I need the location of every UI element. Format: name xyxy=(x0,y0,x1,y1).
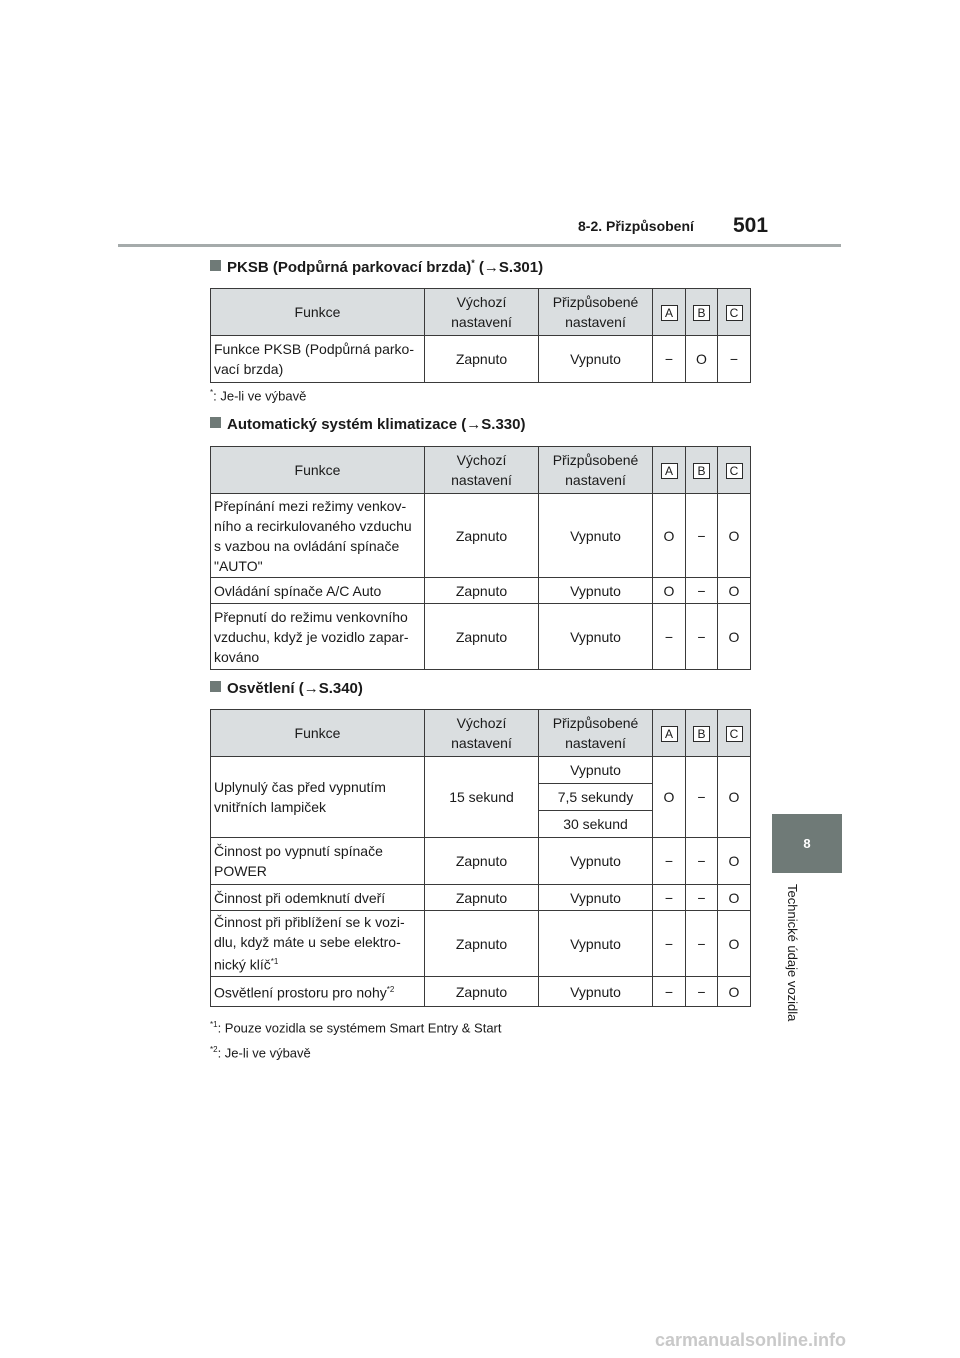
a-cell: O xyxy=(653,757,686,838)
table-row xyxy=(211,578,751,604)
c-cell: O xyxy=(718,578,751,604)
default-cell: Zapnuto xyxy=(425,977,539,1007)
column-header-c: C xyxy=(718,447,751,494)
climate-settings-table xyxy=(210,446,751,670)
chapter-title: Technické údaje vozidla xyxy=(785,884,800,1022)
column-header-custom: Přizpůsobené nastavení xyxy=(539,710,653,757)
c-cell: O xyxy=(718,757,751,838)
table-header-row xyxy=(211,447,751,494)
table-row xyxy=(211,757,751,784)
function-cell: Přepnutí do režimu venkovního vzduchu, když je vozidlo zapar- kováno xyxy=(211,604,425,670)
b-cell: − xyxy=(686,838,718,885)
function-cell: Činnost při odemknutí dveří xyxy=(211,885,425,911)
table-row xyxy=(211,494,751,578)
a-cell: − xyxy=(653,838,686,885)
column-header-function: Funkce xyxy=(211,710,425,757)
a-cell: − xyxy=(653,885,686,911)
watermark-text: carmanualsonline.info xyxy=(655,1330,847,1350)
function-cell: Funkce PKSB (Podpůrná parko- vací brzda) xyxy=(211,336,425,383)
header-rule xyxy=(118,244,841,247)
c-cell: O xyxy=(718,838,751,885)
custom-cell: Vypnuto xyxy=(539,911,653,977)
a-cell: − xyxy=(653,911,686,977)
b-cell: − xyxy=(686,911,718,977)
table-row xyxy=(211,885,751,911)
default-cell: Zapnuto xyxy=(425,885,539,911)
a-cell: − xyxy=(653,336,686,383)
c-cell: − xyxy=(718,336,751,383)
default-cell: 15 sekund xyxy=(425,757,539,838)
column-header-default: Výchozí nastavení xyxy=(425,710,539,757)
function-cell: Osvětlení prostoru pro nohy$^{*2}$ xyxy=(211,977,425,1007)
column-header-function: Funkce xyxy=(211,447,425,494)
c-cell: O xyxy=(718,604,751,670)
b-cell: − xyxy=(686,604,718,670)
table-header-row xyxy=(211,289,751,336)
custom-cell: Vypnuto xyxy=(539,885,653,911)
column-header-c: C xyxy=(718,289,751,336)
custom-cell: Vypnuto xyxy=(539,977,653,1007)
c-cell: O xyxy=(718,911,751,977)
column-header-function: Funkce xyxy=(211,289,425,336)
b-cell: − xyxy=(686,977,718,1007)
chapter-number: 8 xyxy=(803,836,811,851)
page-reference-link[interactable]: (→S.330) xyxy=(461,416,526,433)
a-cell: − xyxy=(653,977,686,1007)
footnote: $^{*1}$: Pouze vozidla se systémem Smart Entry & Start xyxy=(210,1020,502,1036)
function-cell: Činnost po vypnutí spínače POWER xyxy=(211,838,425,885)
column-header-b: B xyxy=(686,289,718,336)
table-row xyxy=(211,604,751,670)
default-cell: Zapnuto xyxy=(425,578,539,604)
column-header-default: Výchozí nastavení xyxy=(425,447,539,494)
default-cell: Zapnuto xyxy=(425,838,539,885)
b-cell: − xyxy=(686,494,718,578)
custom-cell: Vypnuto xyxy=(539,604,653,670)
custom-option-cell: 7,5 sekundy xyxy=(539,784,653,811)
custom-cell: Vypnuto xyxy=(539,838,653,885)
function-cell: Uplynulý čas před vypnutím vnitřních lampiček xyxy=(211,757,425,838)
table-row xyxy=(211,336,751,383)
column-header-b: B xyxy=(686,710,718,757)
column-header-custom: Přizpůsobené nastavení xyxy=(539,447,653,494)
column-header-a: A xyxy=(653,710,686,757)
table-header-row xyxy=(211,710,751,757)
section-header-title: 8-2. Přizpůsobení xyxy=(578,218,694,234)
section-heading-pksb: PKSB (Podpůrná parkovací brzda)* (→S.301) xyxy=(210,258,543,276)
table-row xyxy=(211,977,751,1007)
b-cell: − xyxy=(686,757,718,838)
c-cell: O xyxy=(718,494,751,578)
square-bullet-icon xyxy=(210,681,221,692)
chapter-tab[interactable] xyxy=(772,814,842,873)
column-header-default: Výchozí nastavení xyxy=(425,289,539,336)
default-cell: Zapnuto xyxy=(425,911,539,977)
a-cell: − xyxy=(653,604,686,670)
column-header-c: C xyxy=(718,710,751,757)
c-cell: O xyxy=(718,977,751,1007)
function-cell: Činnost při přiblížení se k vozi- dlu, když máte u sebe elektro- nický klíč$^{*1}$ xyxy=(211,911,425,977)
b-cell: O xyxy=(686,336,718,383)
lighting-settings-table xyxy=(210,709,751,1007)
function-cell: Přepínání mezi režimy venkov- ního a recirkulovaného vzduchu s vazbou na ovládání spínače "AUTO" xyxy=(211,494,425,578)
column-header-custom: Přizpůsobené nastavení xyxy=(539,289,653,336)
table-row xyxy=(211,838,751,885)
footnote: *: Je-li ve výbavě xyxy=(210,388,307,404)
footnote: $^{*2}$: Je-li ve výbavě xyxy=(210,1045,311,1061)
function-cell: Ovládání spínače A/C Auto xyxy=(211,578,425,604)
custom-cell: Vypnuto xyxy=(539,578,653,604)
c-cell: O xyxy=(718,885,751,911)
b-cell: − xyxy=(686,578,718,604)
default-cell: Zapnuto xyxy=(425,604,539,670)
custom-cell: Vypnuto xyxy=(539,336,653,383)
default-cell: Zapnuto xyxy=(425,336,539,383)
table-row xyxy=(211,911,751,977)
a-cell: O xyxy=(653,578,686,604)
default-cell: Zapnuto xyxy=(425,494,539,578)
column-header-b: B xyxy=(686,447,718,494)
custom-option-cell: 30 sekund xyxy=(539,811,653,838)
square-bullet-icon xyxy=(210,417,221,428)
a-cell: O xyxy=(653,494,686,578)
page-reference-link[interactable]: (→S.340) xyxy=(298,680,363,697)
page-reference-link[interactable]: (→S.301) xyxy=(478,259,544,276)
page-number: 501 xyxy=(733,214,769,237)
pksb-settings-table xyxy=(210,288,751,383)
custom-option-cell: Vypnuto xyxy=(539,757,653,784)
square-bullet-icon xyxy=(210,260,221,271)
column-header-a: A xyxy=(653,447,686,494)
section-heading-lighting: Osvětlení (→S.340) xyxy=(210,680,363,697)
section-heading-climate: Automatický systém klimatizace (→S.330) xyxy=(210,416,525,433)
b-cell: − xyxy=(686,885,718,911)
custom-cell: Vypnuto xyxy=(539,494,653,578)
column-header-a: A xyxy=(653,289,686,336)
